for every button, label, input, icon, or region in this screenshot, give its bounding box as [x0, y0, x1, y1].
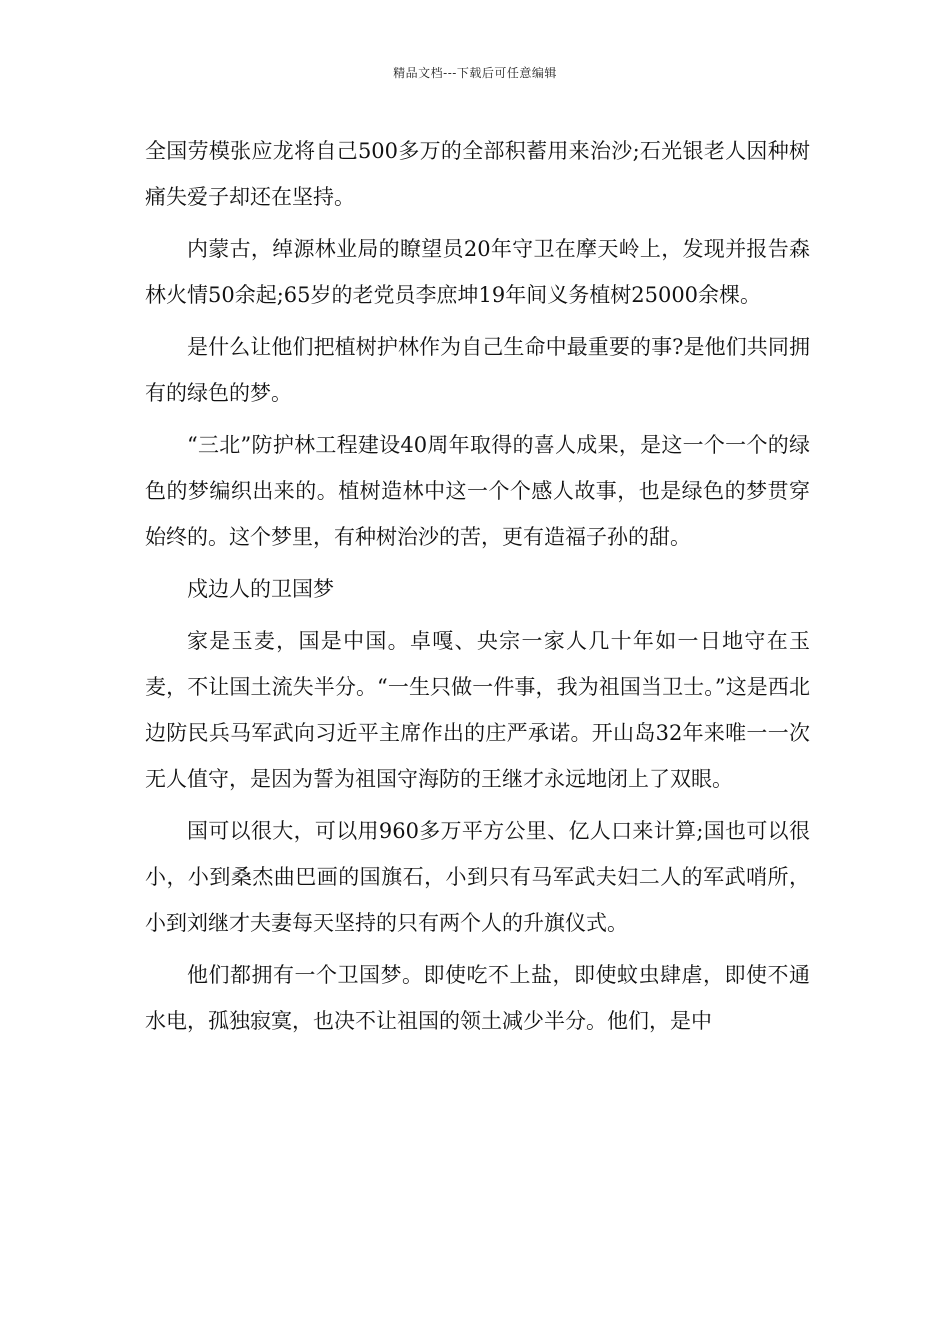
- paragraph-6: 国可以很大，可以用960多万平方公里、亿人口来计算;国也可以很小，小到桑杰曲巴画的国旗石，小到只有马军武夫妇二人的军武哨所，小到刘继才夫妻每天坚持的只有两个人的升旗仪式。: [145, 819, 810, 935]
- paragraph-1: 全国劳模张应龙将自己500多万的全部积蓄用来治沙;石光银老人因种树痛失爱子却还在坚持。: [145, 139, 810, 209]
- paragraph-7: 他们都拥有一个卫国梦。即使吃不上盐，即使蚊虫肆虐，即使不通水电，孤独寂寞，也决不让祖国的领土减少半分。他们，是中: [145, 963, 810, 1033]
- document-body: [145, 128, 810, 1050]
- paragraph-3: 是什么让他们把植树护林作为自己生命中最重要的事?是他们共同拥有的绿色的梦。: [145, 335, 810, 405]
- page-header: 精品文档---下载后可任意编辑: [393, 66, 557, 80]
- section-heading: 戍边人的卫国梦: [187, 577, 334, 601]
- paragraph-2: 内蒙古，绰源林业局的瞭望员20年守卫在摩天岭上，发现并报告森林火情50余起;65岁的老党员李庶坤19年间义务植树25000余棵。: [145, 237, 810, 307]
- paragraph-4: “三北”防护林工程建设40周年取得的喜人成果，是这一个一个的绿色的梦编织出来的。植树造林中这一个个感人故事，也是绿色的梦贯穿始终的。这个梦里，有种树治沙的苦，更有造福子孙的甜。: [145, 433, 810, 549]
- paragraph-5: 家是玉麦，国是中国。卓嘎、央宗一家人几十年如一日地守在玉麦，不让国土流失半分。“一生只做一件事，我为祖国当卫士。”这是西北边防民兵马军武向习近平主席作出的庄严承诺。开山岛32年来唯一一次无人值守，是因为誓为祖国守海防的王继才永远地闭上了双眼。: [145, 629, 810, 791]
